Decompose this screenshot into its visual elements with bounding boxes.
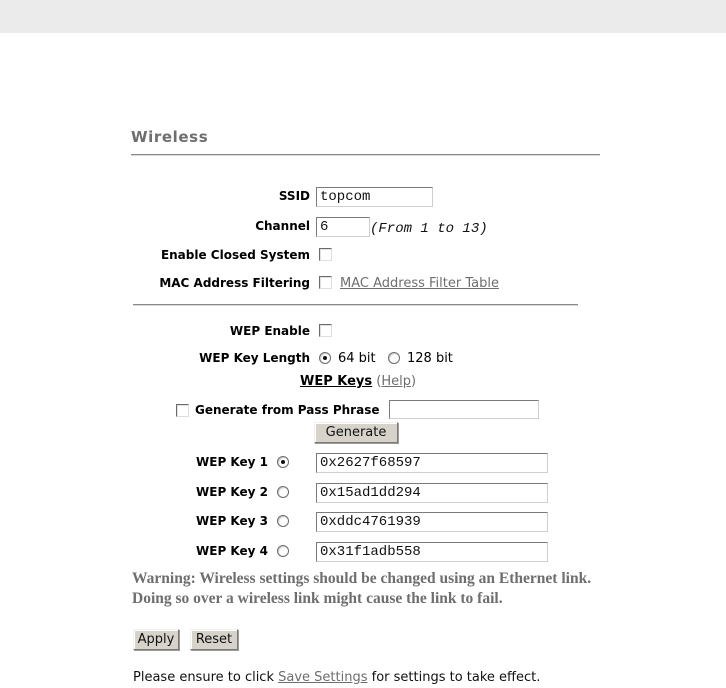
mac-filter-table-link[interactable]: MAC Address Filter Table [340, 276, 499, 291]
wep-key2-input[interactable] [316, 483, 548, 503]
reset-button[interactable]: Reset [190, 629, 238, 650]
footer-note [133, 670, 540, 685]
wep-key4-input[interactable] [316, 542, 548, 562]
wep-key1-label: WEP Key 1 [196, 455, 268, 469]
wep-keys-help-link[interactable]: Help [381, 374, 412, 389]
channel-range-hint: (From 1 to 13) [370, 221, 488, 237]
wep-key2-label: WEP Key 2 [196, 485, 268, 499]
mac-filtering-checkbox[interactable] [319, 276, 332, 289]
wep-key2-radio[interactable] [277, 486, 289, 498]
footer-suffix: for settings to take effect. [367, 670, 541, 685]
wep-128bit-label: 128 bit [407, 351, 453, 366]
apply-button[interactable]: Apply [133, 629, 179, 650]
save-settings-link[interactable]: Save Settings [278, 670, 368, 685]
closed-system-checkbox[interactable] [319, 248, 332, 261]
channel-label: Channel [255, 219, 310, 233]
page-title: Wireless [131, 128, 209, 146]
pass-phrase-label: Generate from Pass Phrase [195, 403, 380, 417]
wep-keys-heading [300, 374, 416, 389]
warning-line1: Warning: Wireless settings should be changed using an Ethernet link. [132, 570, 592, 587]
warning-line2: Doing so over a wireless link might cause the link to fail. [132, 590, 503, 607]
wep-64bit-label: 64 bit [338, 351, 376, 366]
wep-key4-radio[interactable] [277, 545, 289, 557]
pass-phrase-input[interactable] [389, 400, 539, 419]
wep-key3-input[interactable] [316, 512, 548, 532]
closed-system-label: Enable Closed System [160, 248, 310, 262]
ssid-label: SSID [278, 189, 310, 203]
wep-enable-label: WEP Enable [229, 324, 310, 338]
generate-button[interactable]: Generate [314, 422, 398, 443]
wep-enable-checkbox[interactable] [319, 324, 332, 337]
pass-phrase-checkbox[interactable] [176, 404, 189, 417]
wep-128bit-radio[interactable] [388, 352, 400, 364]
wep-key4-label: WEP Key 4 [196, 544, 268, 558]
mac-filtering-label: MAC Address Filtering [159, 276, 310, 290]
help-paren-open: ( [376, 374, 382, 389]
footer-prefix: Please ensure to click [133, 670, 279, 685]
help-paren-close: ) [411, 374, 417, 389]
wep-key3-radio[interactable] [277, 515, 289, 527]
warning-text [132, 569, 602, 609]
ssid-input[interactable] [316, 187, 433, 207]
wep-key1-input[interactable] [316, 453, 548, 473]
channel-input[interactable] [316, 217, 370, 237]
wep-key1-radio[interactable] [277, 456, 289, 468]
top-band [0, 0, 726, 33]
wep-64bit-radio[interactable] [319, 352, 331, 364]
wep-key3-label: WEP Key 3 [196, 514, 268, 528]
title-separator [131, 154, 600, 156]
section-separator [133, 304, 578, 306]
wep-keys-title: WEP Keys [300, 374, 373, 389]
wep-key-length-label: WEP Key Length [199, 351, 310, 365]
